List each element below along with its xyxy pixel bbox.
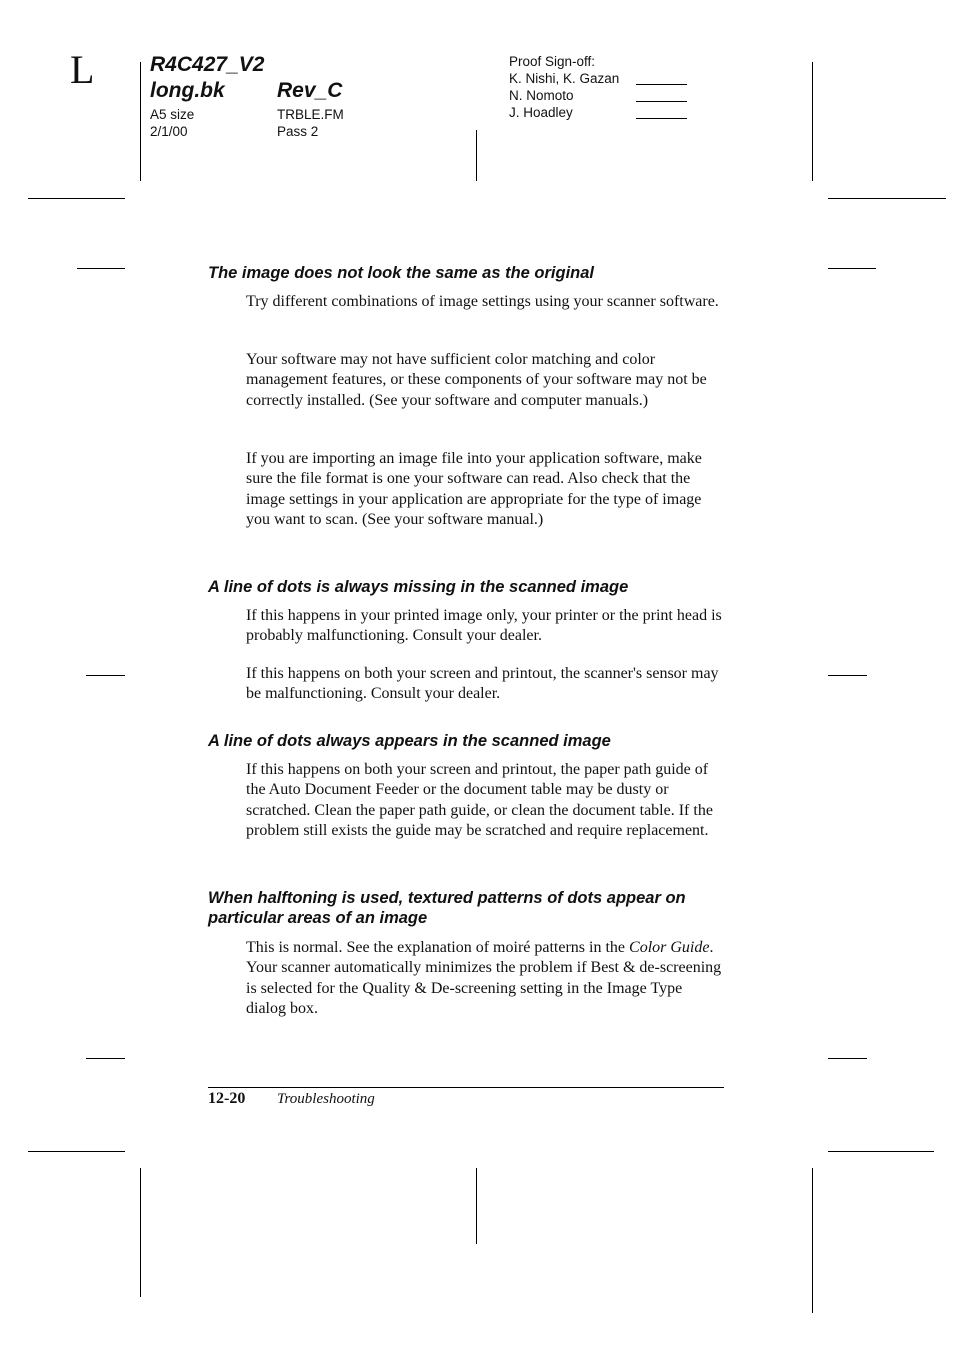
crop-mark (140, 62, 141, 181)
crop-mark (812, 1168, 813, 1313)
book-title-reference: Color Guide (629, 939, 710, 956)
body-paragraph: If you are importing an image file into your application software, make sure the file format is one your software can read. Also check that the image settings in your application are appropriate for the type of image you want to scan. (See your software manual.) (246, 450, 702, 528)
crop-mark (28, 1151, 125, 1152)
crop-mark (140, 1168, 141, 1297)
proof-signoff-name: N. Nomoto (509, 88, 574, 103)
proof-signoff-name: J. Hoadley (509, 105, 573, 120)
body-paragraph: Your software may not have sufficient color matching and color management features, or these components of your software may not be correctly installed. (See your software and computer manuals.) (246, 351, 707, 409)
trim-mark (828, 268, 876, 269)
trim-mark (77, 268, 125, 269)
trim-mark (828, 1058, 867, 1059)
body-paragraph: If this happens on both your screen and printout, the scanner's sensor may be malfunctioning. Consult your dealer. (246, 665, 719, 703)
trim-mark (86, 1058, 125, 1059)
crop-mark (828, 1151, 934, 1152)
paragraph-text: . Your scanner automatically minimizes the problem if Best & de-screening is selected for the Quality & De-screening setting in the Image Type dialog box. (246, 939, 722, 1017)
revision: Rev_C (277, 79, 343, 102)
book-file: long.bk (150, 79, 225, 102)
signoff-blank (636, 118, 687, 119)
body-paragraph: If this happens in your printed image only, your printer or the print head is probably malfunctioning. Consult your dealer. (246, 607, 722, 645)
footer-rule (208, 1087, 724, 1088)
pass-number: Pass 2 (277, 124, 319, 139)
crop-mark (476, 1168, 477, 1244)
running-footer-section: Troubleshooting (277, 1091, 375, 1107)
section-heading: When halftoning is used, textured patterns of dots appear on particular areas of an image (208, 889, 686, 927)
paragraph-text: This is normal. See the explanation of moiré patterns in the (246, 939, 630, 956)
crop-mark (28, 198, 125, 199)
signoff-blank (636, 101, 687, 102)
trim-mark (86, 675, 125, 676)
corner-letter: L (70, 47, 95, 92)
proof-signoff-name: K. Nishi, K. Gazan (509, 71, 620, 86)
page-number: 12-20 (208, 1090, 246, 1107)
trim-mark (828, 675, 867, 676)
body-paragraph: If this happens on both your screen and printout, the paper path guide of the Auto Document Feeder or the document table may be dusty or scratched. Clean the paper path guide, or clean the document table. If the problem still exists the guide may be scratched and require replacement. (246, 761, 713, 839)
page-size: A5 size (150, 107, 195, 122)
print-date: 2/1/00 (150, 124, 188, 139)
source-file: TRBLE.FM (277, 107, 344, 122)
body-paragraph: Try different combinations of image settings using your scanner software. (246, 293, 719, 310)
section-heading: A line of dots is always missing in the scanned image (208, 578, 629, 596)
body-paragraph (246, 938, 724, 1019)
signoff-blank (636, 84, 687, 85)
section-heading: The image does not look the same as the original (208, 264, 595, 282)
crop-mark (812, 62, 813, 181)
section-heading: A line of dots always appears in the scanned image (208, 732, 611, 750)
crop-mark (476, 130, 477, 181)
book-id: R4C427_V2 (150, 53, 265, 76)
proof-signoff-title: Proof Sign-off: (509, 54, 596, 69)
crop-mark (828, 198, 946, 199)
